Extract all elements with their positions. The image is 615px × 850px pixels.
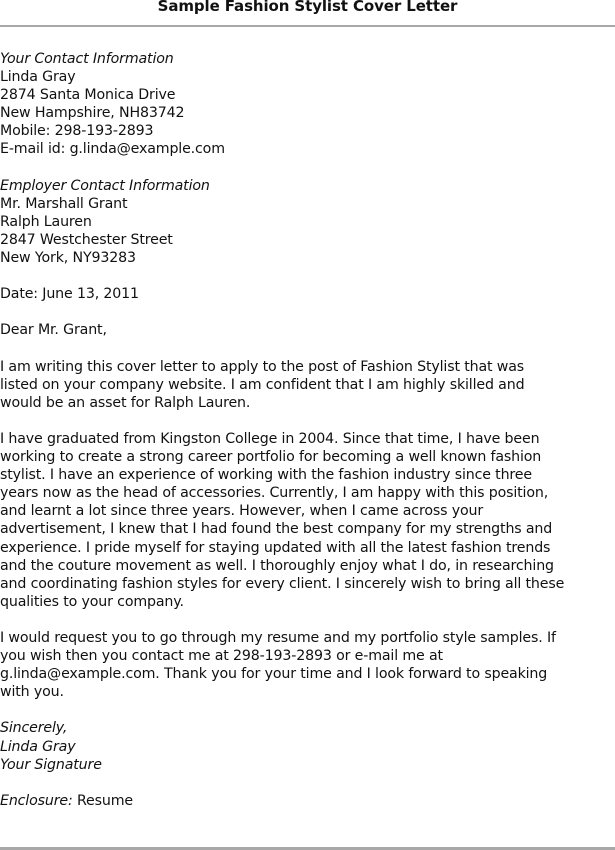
spacer bbox=[0, 611, 615, 629]
paragraph-line: working to create a strong career portfolio for becoming a well known fashion bbox=[0, 449, 542, 466]
employer-heading: Employer Contact Information bbox=[0, 177, 210, 194]
salutation: Dear Mr. Grant, bbox=[0, 322, 107, 339]
paragraph-line: qualities to your company. bbox=[0, 593, 184, 610]
signature-placeholder: Your Signature bbox=[0, 756, 102, 773]
closing-block bbox=[0, 719, 615, 773]
sender-name: Linda Gray bbox=[0, 69, 76, 86]
sender-contact-block bbox=[0, 50, 615, 159]
sender-street: 2874 Santa Monica Drive bbox=[0, 87, 176, 104]
paragraph-line: advertisement, I knew that I had found the best company for my strengths and bbox=[0, 521, 553, 538]
paragraph-line: listed on your company website. I am confident that I am highly skilled and bbox=[0, 376, 525, 393]
paragraph-experience bbox=[0, 430, 615, 611]
valediction: Sincerely, bbox=[0, 720, 68, 737]
closing-name: Linda Gray bbox=[0, 738, 76, 755]
enclosure-value: Resume bbox=[72, 792, 133, 809]
employer-company: Ralph Lauren bbox=[0, 213, 92, 230]
paragraph-line: would be an asset for Ralph Lauren. bbox=[0, 394, 251, 411]
paragraph-line: and the couture movement as well. I thoroughly enjoy what I do, in researching bbox=[0, 557, 554, 574]
paragraph-line: stylist. I have an experience of working with the fashion industry since three bbox=[0, 467, 532, 484]
employer-contact-block bbox=[0, 177, 615, 267]
paragraph-line: and coordinating fashion styles for every client. I sincerely wish to bring all these bbox=[0, 575, 565, 592]
employer-name: Mr. Marshall Grant bbox=[0, 195, 128, 212]
spacer bbox=[0, 774, 615, 792]
paragraph-line: and learnt a lot since three years. However, when I came across your bbox=[0, 503, 484, 520]
employer-city: New York, NY93283 bbox=[0, 250, 136, 267]
enclosure-line bbox=[0, 792, 615, 810]
enclosure-label: Enclosure: bbox=[0, 792, 73, 809]
sender-mobile: Mobile: 298-193-2893 bbox=[0, 123, 154, 140]
spacer bbox=[0, 267, 615, 285]
paragraph-line: years now as the head of accessories. Currently, I am happy with this position, bbox=[0, 485, 549, 502]
spacer bbox=[0, 340, 615, 358]
spacer bbox=[0, 303, 615, 321]
document-title: Sample Fashion Stylist Cover Letter bbox=[157, 0, 458, 15]
employer-street: 2847 Westchester Street bbox=[0, 231, 173, 248]
spacer bbox=[0, 159, 615, 177]
paragraph-line: g.linda@example.com. Thank you for your time and I look forward to speaking bbox=[0, 666, 548, 683]
spacer bbox=[0, 412, 615, 430]
top-divider bbox=[0, 25, 615, 27]
paragraph-line: you wish then you contact me at 298-193-2893 or e-mail me at bbox=[0, 648, 443, 665]
spacer bbox=[0, 701, 615, 719]
paragraph-request bbox=[0, 629, 615, 701]
cover-letter-body bbox=[0, 50, 615, 810]
sender-heading: Your Contact Information bbox=[0, 51, 174, 67]
sender-email: E-mail id: g.linda@example.com bbox=[0, 141, 225, 158]
paragraph-line: with you. bbox=[0, 684, 64, 701]
paragraph-line: experience. I pride myself for staying updated with all the latest fashion trends bbox=[0, 539, 551, 556]
sender-city: New Hampshire, NH83742 bbox=[0, 105, 185, 122]
paragraph-line: I am writing this cover letter to apply to the post of Fashion Stylist that was bbox=[0, 358, 525, 375]
paragraph-intro bbox=[0, 358, 615, 412]
letter-date: Date: June 13, 2011 bbox=[0, 286, 139, 303]
paragraph-line: I have graduated from Kingston College in 2004. Since that time, I have been bbox=[0, 430, 540, 447]
paragraph-line: I would request you to go through my resume and my portfolio style samples. If bbox=[0, 630, 556, 646]
